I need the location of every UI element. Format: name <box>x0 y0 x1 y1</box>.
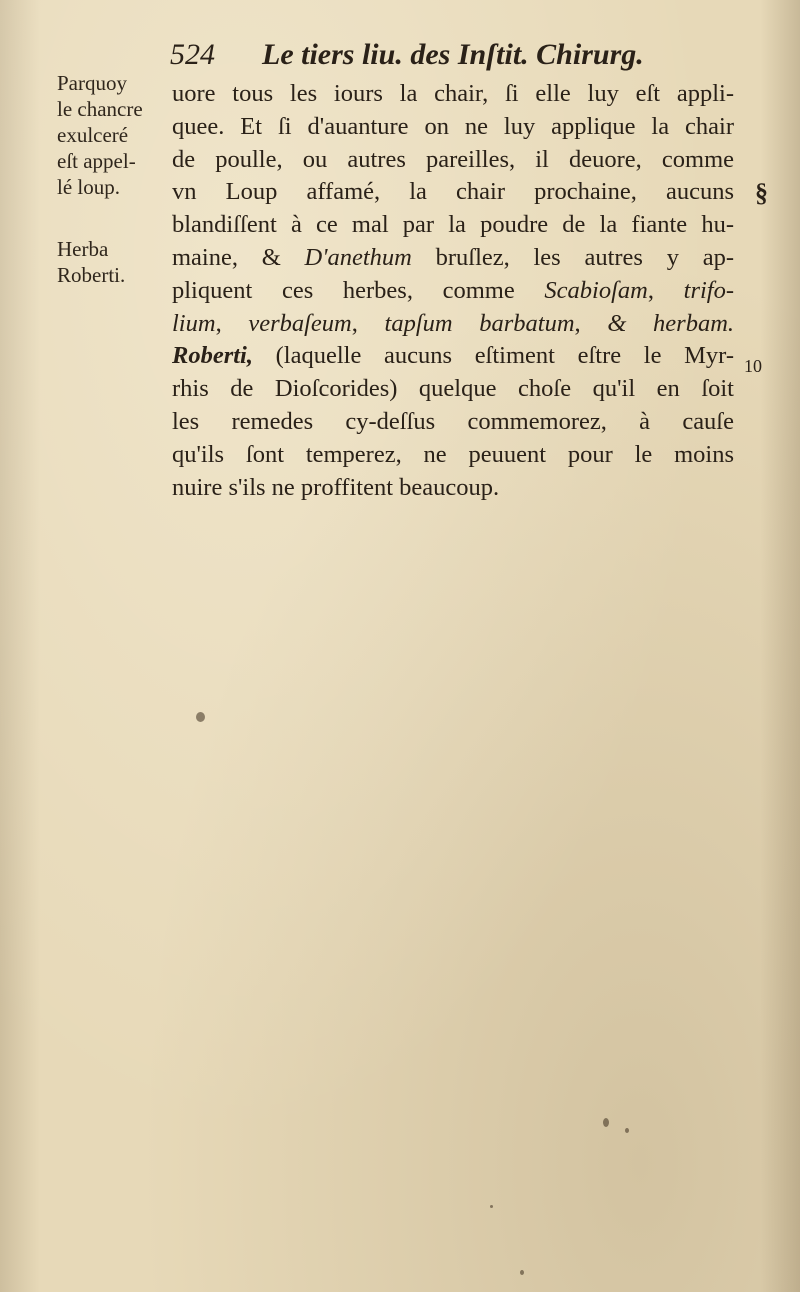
text-segment: qu'ils ſont temperez, ne peuuent pour le moins <box>172 440 734 468</box>
margin-note-herba-roberti <box>57 236 125 288</box>
running-header <box>170 38 690 82</box>
signature-mark: § <box>755 178 768 207</box>
text-segment: verbaſeum <box>248 309 352 337</box>
text-line <box>172 308 734 341</box>
ink-spot <box>490 1205 493 1208</box>
text-line <box>172 176 734 209</box>
margin-note-line: Roberti. <box>57 263 126 287</box>
text-segment: bruſlez, les autres y ap- <box>411 243 734 271</box>
margin-note-line: exulceré <box>57 123 129 147</box>
text-line <box>172 406 734 439</box>
text-segment: de poulle, ou autres pareilles, il deuore, comme <box>172 145 734 173</box>
text-segment: blandiſſent à ce mal par la poudre de la fiante hu- <box>172 211 734 239</box>
text-segment: vn Loup affamé, la chair prochaine, aucuns <box>172 178 734 206</box>
body-text <box>172 78 740 504</box>
ink-spot <box>196 712 205 722</box>
margin-note-chancre <box>57 70 143 200</box>
text-segment: rhis de Dioſcorides) quelque choſe qu'il en ſoit <box>172 375 734 403</box>
text-segment: D'anethum <box>304 243 412 271</box>
text-segment: maine, & <box>172 243 305 271</box>
page-number: 524 <box>170 38 215 71</box>
line-number: 10 <box>744 356 762 376</box>
text-segment: pliquent ces herbes, comme <box>172 276 545 304</box>
text-segment: & herbam. <box>607 309 734 337</box>
text-segment: trifo- <box>683 276 734 304</box>
text-line <box>172 275 734 308</box>
text-segment: Roberti, <box>172 342 253 370</box>
text-line <box>172 439 734 472</box>
text-segment: , <box>351 309 385 337</box>
ink-spot <box>603 1118 609 1127</box>
text-segment: , <box>574 309 608 337</box>
text-segment: quee. Et ſi d'auanture on ne luy applique la chair <box>172 112 734 140</box>
text-segment: , <box>647 276 684 304</box>
margin-note-line: Parquoy <box>57 71 127 95</box>
text-segment: lium <box>172 309 216 337</box>
ink-spot <box>625 1128 629 1133</box>
text-segment: les remedes cy-deſſus commemorez, à cauſe <box>172 407 734 435</box>
margin-note-line: eſt appel- <box>57 149 136 173</box>
text-line <box>172 209 734 242</box>
text-segment: nuire s'ils ne proffitent beaucoup. <box>172 473 500 501</box>
text-segment: (laquelle aucuns eſtiment eſtre le Myr- <box>253 342 734 370</box>
text-line <box>172 242 734 275</box>
text-line <box>172 373 734 406</box>
text-segment: , <box>215 309 249 337</box>
running-title: Le tiers liu. des Inſtit. Chirurg. <box>262 38 644 71</box>
text-line <box>172 340 734 373</box>
text-segment: uore tous les iours la chair, ſi elle luy eſt appli- <box>172 80 734 107</box>
ink-spot <box>520 1270 524 1275</box>
margin-note-line: lé loup. <box>57 175 120 199</box>
margin-note-line: le chancre <box>57 97 143 121</box>
text-segment: tapſum barbatum <box>384 309 575 337</box>
text-line <box>172 111 734 144</box>
text-segment: Scabioſam <box>544 276 648 304</box>
text-line <box>172 144 734 177</box>
margin-note-line: Herba <box>57 237 109 261</box>
text-line <box>172 78 734 111</box>
text-line <box>172 472 734 505</box>
